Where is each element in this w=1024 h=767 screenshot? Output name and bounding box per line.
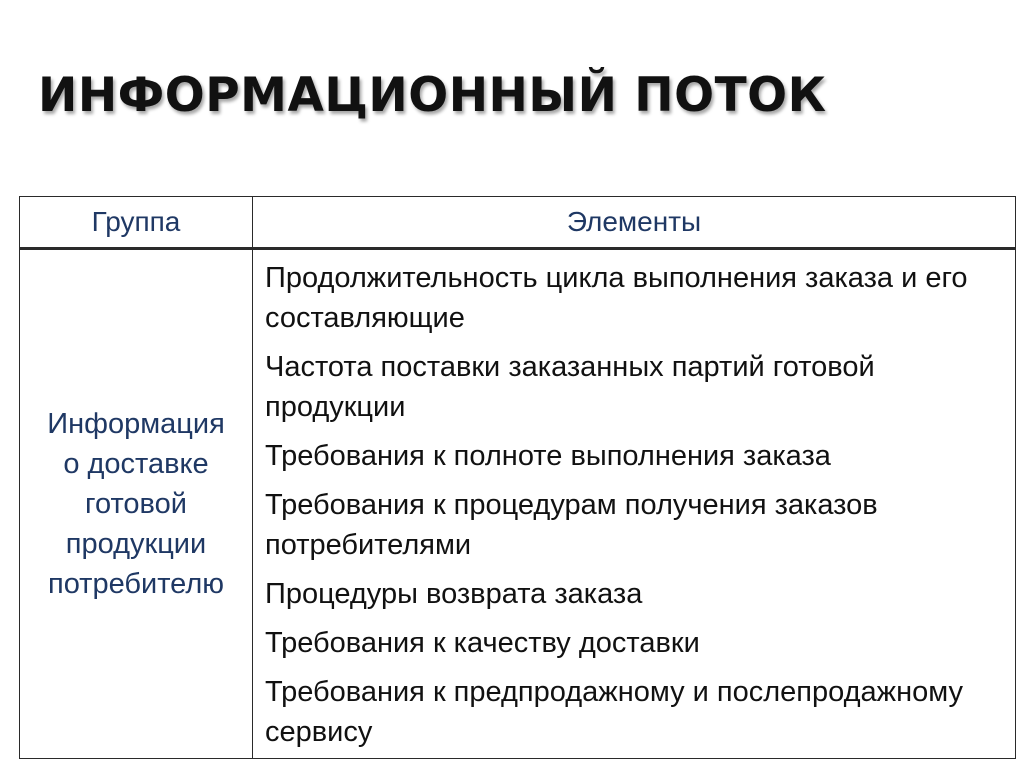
- header-group: Группа: [20, 197, 253, 249]
- element-item: Требования к полноте выполнения заказа: [265, 440, 831, 472]
- element-item: Требования к процедурам получения заказов потребителями: [265, 489, 878, 561]
- element-item: Требования к предпродажному и послепродажному сервису: [265, 676, 963, 748]
- table-row: [20, 249, 1016, 759]
- element-item: Частота поставки заказанных партий готовой продукции: [265, 351, 875, 423]
- group-line: Информация: [47, 408, 225, 440]
- group-cell: [20, 249, 253, 759]
- header-elements: Элементы: [253, 197, 1016, 249]
- table-header-row: [20, 197, 1016, 249]
- group-line: готовой: [85, 488, 187, 520]
- elements-list: [265, 258, 1005, 752]
- element-item: Требования к качеству доставки: [265, 627, 700, 659]
- elements-cell: [253, 249, 1016, 759]
- group-line: о доставке: [63, 448, 209, 480]
- group-line: потребителю: [47, 568, 224, 600]
- element-item: Продолжительность цикла выполнения заказа и его составляющие: [265, 262, 968, 334]
- slide-title: ИНФОРМАЦИОННЫЙ ПОТОК: [38, 68, 827, 123]
- element-item: Процедуры возврата заказа: [265, 578, 643, 610]
- group-line: продукции: [65, 528, 207, 560]
- info-table: [19, 196, 1016, 759]
